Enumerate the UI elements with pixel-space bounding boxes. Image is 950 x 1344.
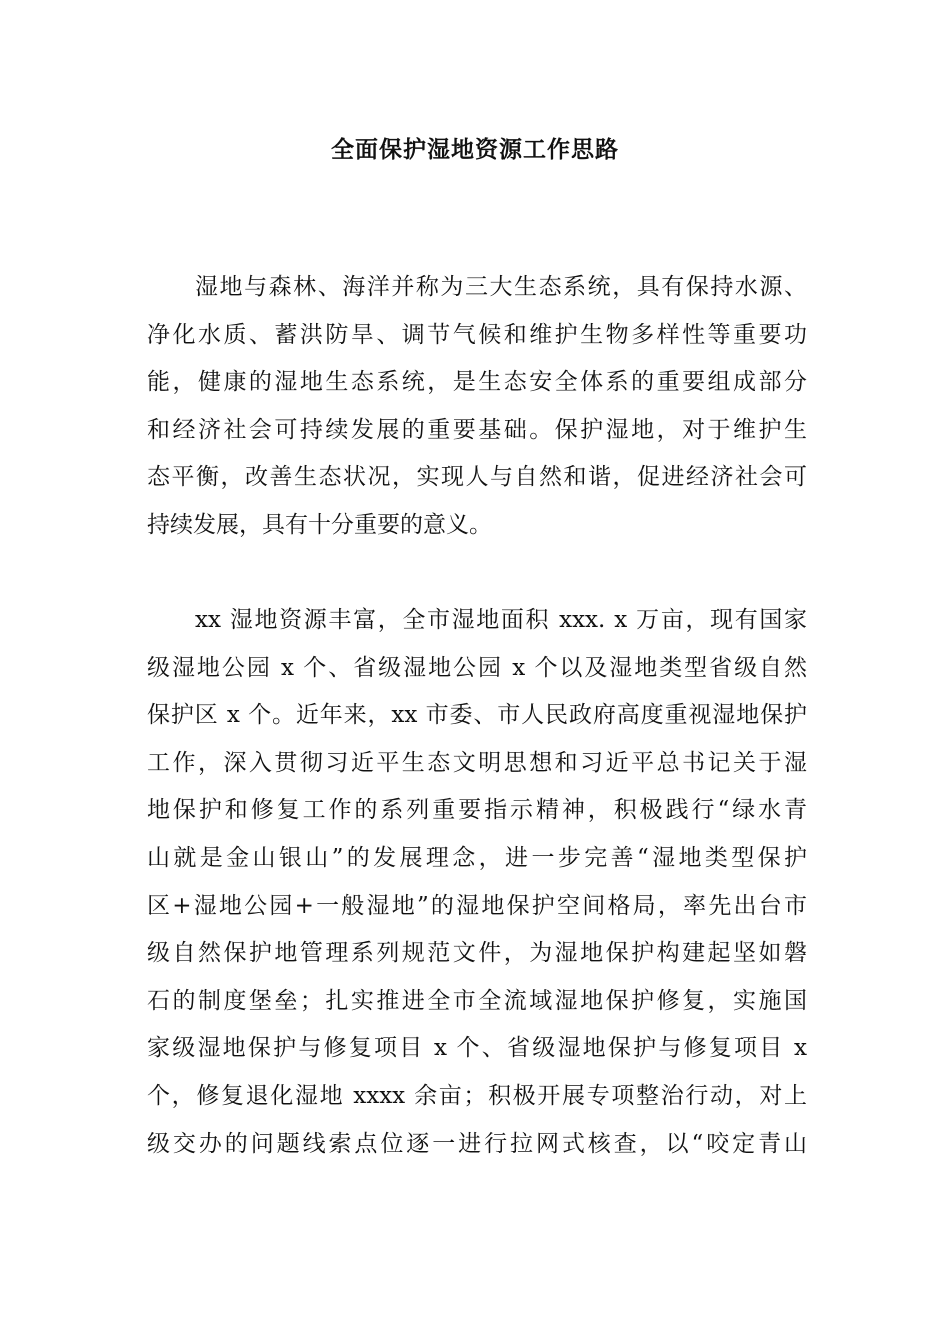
paragraph-line: 净化水质、蓄洪防旱、调节气候和维护生物多样性等重要功 (147, 321, 807, 348)
paragraph-line: 个，修复退化湿地 xxxx 余亩；积极开展专项整治行动，对上 (147, 1082, 807, 1109)
paragraph-line: 保护区 x 个。近年来，xx 市委、市人民政府高度重视湿地保护 (147, 702, 807, 729)
paragraph-line: 石的制度堡垒；扎实推进全市全流域湿地保护修复，实施国 (147, 987, 807, 1014)
paragraph-line: 级交办的问题线索点位逐一进行拉网式核查，以“咬定青山 (147, 1130, 807, 1157)
paragraph-line: 湿地与森林、海洋并称为三大生态系统，具有保持水源、 (195, 274, 807, 300)
paragraph-line: 态平衡，改善生态状况，实现人与自然和谐，促进经济社会可 (147, 464, 807, 491)
paragraph-line: 山就是金山银山”的发展理念，进一步完善“湿地类型保护 (147, 844, 807, 871)
paragraph-line: 级湿地公园 x 个、省级湿地公园 x 个以及湿地类型省级自然 (147, 654, 807, 681)
paragraph-line: 工作，深入贯彻习近平生态文明思想和习近平总书记关于湿 (147, 749, 807, 776)
paragraph-line: 区+湿地公园+一般湿地”的湿地保护空间格局，率先出台市 (147, 892, 807, 919)
paragraph-line: 和经济社会可持续发展的重要基础。保护湿地，对于维护生 (147, 416, 807, 443)
paragraph-line: 家级湿地保护与修复项目 x 个、省级湿地保护与修复项目 x (147, 1035, 807, 1062)
paragraph-wetland-importance (147, 264, 807, 550)
paragraph-line: xx 湿地资源丰富，全市湿地面积 xxx. x 万亩，现有国家 (195, 607, 807, 633)
paragraph-line: 地保护和修复工作的系列重要指示精神，积极践行“绿水青 (147, 797, 807, 824)
document-title: 全面保护湿地资源工作思路 (331, 137, 619, 163)
paragraph-local-wetland-work (147, 597, 807, 1168)
paragraph-line: 持续发展，具有十分重要的意义。 (147, 511, 492, 538)
paragraph-line: 级自然保护地管理系列规范文件，为湿地保护构建起坚如磐 (147, 940, 807, 967)
paragraph-line: 能，健康的湿地生态系统，是生态安全体系的重要组成部分 (147, 369, 807, 396)
